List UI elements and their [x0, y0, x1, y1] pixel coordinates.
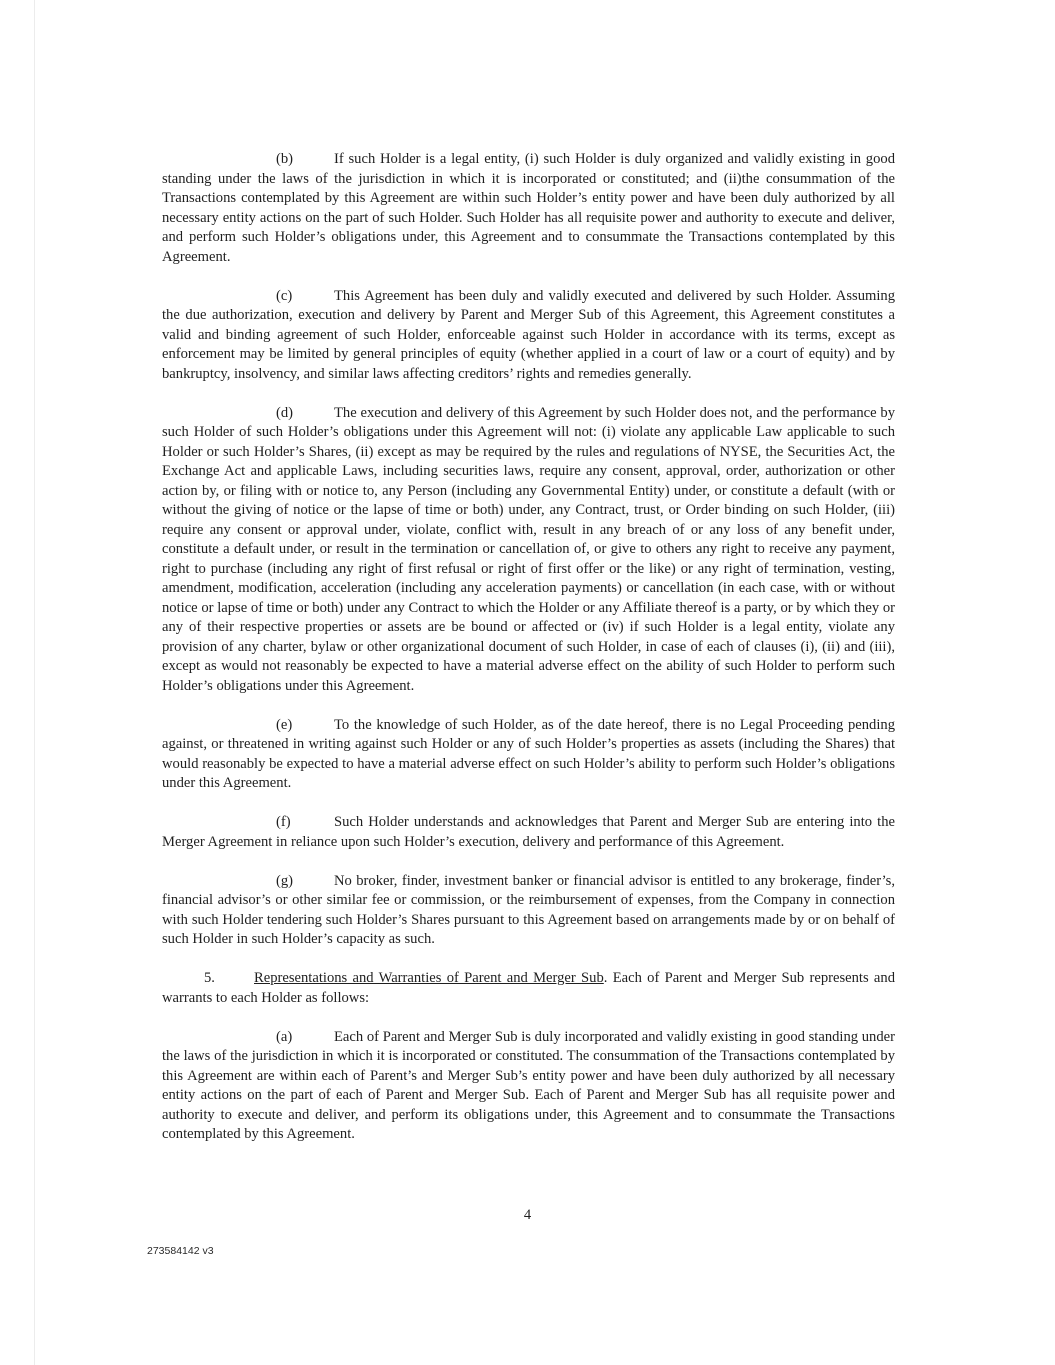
- section-heading: Representations and Warranties of Parent and Merger Sub: [254, 970, 604, 986]
- paragraph-text: To the knowledge of such Holder, as of the date hereof, there is no Legal Proceeding pending against, or threatened in writing against such Holder or any of such Holder’s properties as assets (including the Shares) that would reasonably be expected to have a material adverse effect on such Holder’s ability to perform such Holder’s obligations under this Agreement.: [162, 716, 895, 791]
- paragraph-b: [162, 150, 895, 267]
- paragraph-label: (b): [276, 151, 294, 167]
- paragraph-text: If such Holder is a legal entity, (i) such Holder is duly organized and validly existing in good standing under the laws of the jurisdiction in which it is incorporated or constituted; and (ii)the consummation of the Transactions contemplated by this Agreement are within such Holder’s entity power and have been duly authorized by all necessary entity actions on the part of such Holder. Such Holder has all requisite power and authority to execute and deliver, and perform such Holder’s obligations under, this Agreement and to consummate the Transactions contemplated by this Agreement.: [162, 151, 895, 265]
- paragraph-g: [162, 872, 895, 950]
- paragraph-text: This Agreement has been duly and validly executed and delivered by such Holder. Assuming the due authorization, execution and delivery by Parent and Merger Sub of this Agreement, this Agreement constitutes a valid and binding agreement of such Holder, enforceable against such Holder in accordance with its terms, except as enforcement may be limited by general principles of equity (whether applied in a court of law or a court of equity) and by bankruptcy, insolvency, and similar laws affecting creditors’ rights and remedies generally.: [162, 287, 895, 382]
- page-edge: [34, 0, 35, 1365]
- section-5: [162, 969, 895, 1008]
- paragraph-label: (a): [276, 1028, 293, 1045]
- section-text: . Each of Parent and Merger Sub represents and warrants to each Holder as follows:: [162, 970, 895, 1006]
- paragraph-label: (e): [276, 716, 293, 733]
- paragraph-text: The execution and delivery of this Agreement by such Holder does not, and the performance by such Holder of such Holder’s obligations under this Agreement will not: (i) violate any applicable Law applicable to such Holder or such Holder’s Shares, (ii) except as may be required by the rules and regulations of NYSE, the Securities Act, the Exchange Act and applicable Laws, including securities laws, require any consent, approval, order, authorization or other action by, or filing with or notice to, any Person (including any Governmental Entity) under, or constitute a default (with or without the giving of notice or the lapse of time or both) under, any Contract, trust, or Order binding on such Holder, (iii) require any consent or approval under, violate, conflict with, result in any breach of or any loss of any benefit under, constitute a default under, or result in the termination or cancellation of, or give to others any right to receive any payment, right to purchase (including any right of first refusal or right of first offer or the like) or any right of termination, vesting, amendment, modification, acceleration (including any acceleration payments) or cancellation (in each case, with or without notice or lapse of time or both) under any Contract to which the Holder or any Affiliate thereof is a party, or by which they or any of their respective properties or assets are be bound or affected or (iv) if such Holder is a legal entity, violate any provision of any charter, bylaw or other organizational document of such Holder, in case of each of clauses (i), (ii) and (iii), except as would not reasonably be expected to have a material adverse effect on the ability of such Holder to perform such Holder’s obligations under this Agreement.: [162, 404, 895, 694]
- paragraph-text: Such Holder understands and acknowledges that Parent and Merger Sub are entering into the Merger Agreement in reliance upon such Holder’s execution, delivery and performance of this Agreement.: [162, 814, 895, 850]
- paragraph-label: (d): [276, 404, 294, 421]
- paragraph-label: (f): [276, 814, 291, 830]
- paragraph-text: No broker, finder, investment banker or financial advisor is entitled to any brokerage, finder’s, financial advisor’s or other similar fee or commission, or the reimbursement of expenses, from the Company in connection with such Holder tendering such Holder’s Shares pursuant to this Agreement based on arrangements made by or on behalf of such Holder in such Holder’s capacity as such.: [162, 872, 895, 947]
- paragraph-e: [162, 716, 895, 794]
- document-body: [162, 150, 895, 1164]
- page-number: 4: [523, 1207, 532, 1223]
- paragraph-c: [162, 287, 895, 385]
- paragraph-5a: [162, 1028, 895, 1145]
- paragraph-label: (c): [276, 287, 293, 304]
- paragraph-text: Each of Parent and Merger Sub is duly incorporated and validly existing in good standing under the laws of the jurisdiction in which it is incorporated or constituted. The consummation of the Transactions contemplated by this Agreement are within each of Parent’s and Merger Sub’s entity power and have been duly authorized by all necessary entity actions on the part of each of Parent and Merger Sub. Each of Parent and Merger Sub has all requisite power and authority to execute and deliver, and perform its obligations under, this Agreement and to consummate the Transactions contemplated by this Agreement.: [162, 1028, 895, 1142]
- paragraph-f: [162, 813, 895, 852]
- document-id: 273584142 v3: [147, 1245, 214, 1257]
- paragraph-d: [162, 404, 895, 697]
- paragraph-label: (g): [276, 872, 294, 889]
- section-number: 5.: [204, 970, 215, 986]
